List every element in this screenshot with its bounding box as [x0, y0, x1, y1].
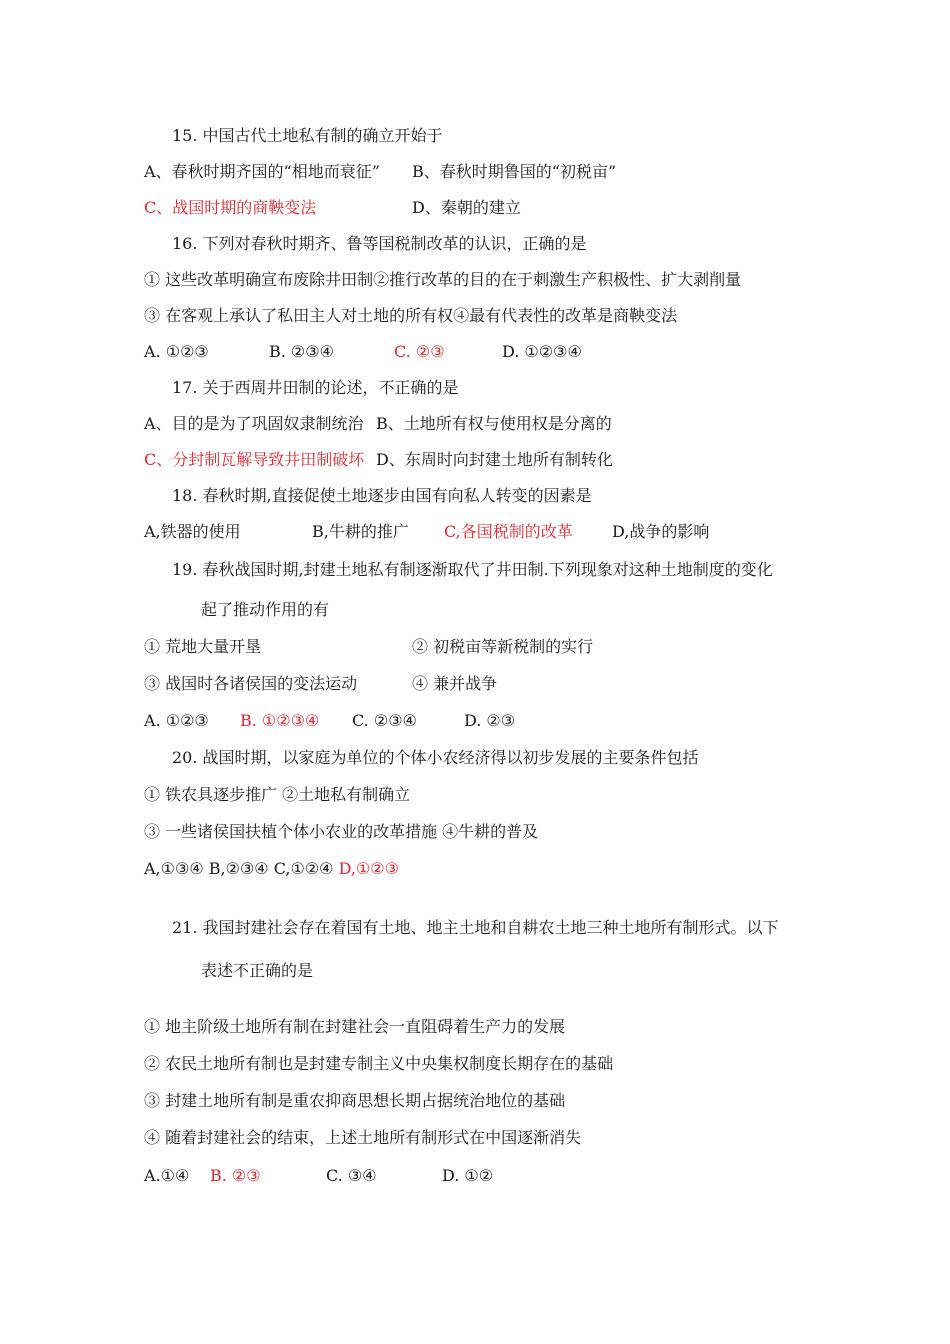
q21-stem-line-1: 21. 我国封建社会存在着国有土地、地主土地和自耕农土地三种土地所有制形式。以下 [172, 918, 779, 937]
q16-stem: 16. 下列对春秋时期齐、鲁等国税制改革的认识，正确的是 [172, 234, 587, 253]
q16-items-3-4: ③ 在客观上承认了私田主人对土地的所有权④最有代表性的改革是商鞅变法 [144, 306, 678, 325]
q19-option-c: C. ②③④ [352, 711, 417, 730]
q20-options [144, 859, 399, 879]
q21-option-d: D. ①② [442, 1166, 494, 1185]
q20-items-1-2: ① 铁农具逐步推广 ②土地私有制确立 [144, 785, 411, 804]
q18-option-b: B,牛耕的推广 [312, 522, 409, 541]
q19-option-b-answer: B. ①②③④ [240, 711, 320, 730]
q20-stem: 20. 战国时期，以家庭为单位的个体小农经济得以初步发展的主要条件包括 [172, 748, 699, 767]
q19-option-d: D. ②③ [464, 711, 516, 730]
q16-option-a: A. ①②③ [144, 342, 209, 361]
q21-item-3: ③ 封建土地所有制是重农抑商思想长期占据统治地位的基础 [144, 1091, 566, 1110]
q15-option-b: B、春秋时期鲁国的“初税亩” [412, 162, 617, 181]
q17-option-b: B、土地所有权与使用权是分离的 [376, 414, 612, 433]
q17-stem: 17. 关于西周井田制的论述，不正确的是 [172, 378, 459, 397]
q19-item-2: ② 初税亩等新税制的实行 [412, 637, 594, 656]
q21-option-c: C. ③④ [326, 1166, 377, 1185]
q17-option-a: A、目的是为了巩固奴隶制统治 [144, 414, 364, 433]
q21-stem-line-2: 表述不正确的是 [201, 961, 314, 980]
q19-stem-line-1: 19. 春秋战国时期,封建土地私有制逐渐取代了井田制.下列现象对这种土地制度的变化 [172, 560, 773, 579]
q19-stem-line-2: 起了推动作用的有 [201, 600, 330, 619]
q19-item-3: ③ 战国时各诸侯国的变法运动 [144, 674, 358, 693]
q20-items-3-4: ③ 一些诸侯国扶植个体小农业的改革措施 ④牛耕的普及 [144, 822, 539, 841]
q18-option-a: A,铁器的使用 [144, 522, 241, 541]
q16-option-b: B. ②③④ [269, 342, 334, 361]
q21-item-4: ④ 随着封建社会的结束，上述土地所有制形式在中国逐渐消失 [144, 1128, 582, 1147]
q15-option-c-answer: C、战国时期的商鞅变法 [144, 198, 317, 217]
q18-option-c-answer: C,各国税制的改革 [444, 522, 573, 541]
q16-items-1-2: ① 这些改革明确宣布废除井田制②推行改革的目的在于刺激生产积极性、扩大剥削量 [144, 270, 742, 289]
q19-item-4: ④ 兼并战争 [412, 674, 498, 693]
q16-option-c-answer: C. ②③ [394, 342, 445, 361]
q20-options-a-b-c: A,①③④ B,②③④ C,①②④ [144, 859, 334, 878]
q16-option-d: D. ①②③④ [502, 342, 582, 361]
q19-item-1: ① 荒地大量开垦 [144, 637, 262, 656]
q18-option-d: D,战争的影响 [612, 522, 710, 541]
q15-option-d: D、秦朝的建立 [412, 198, 521, 217]
q18-stem: 18. 春秋时期,直接促使土地逐步由国有向私人转变的因素是 [172, 486, 592, 505]
q19-option-a: A. ①②③ [144, 711, 209, 730]
q15-stem: 15. 中国古代土地私有制的确立开始于 [172, 126, 443, 145]
q15-option-a: A、春秋时期齐国的“相地而衰征” [144, 162, 380, 181]
q20-option-d-answer: D,①②③ [338, 859, 399, 878]
q17-option-c-answer: C、分封制瓦解导致井田制破坏 [144, 450, 365, 469]
q17-option-d: D、东周时向封建土地所有制转化 [376, 450, 613, 469]
q21-item-2: ② 农民土地所有制也是封建专制主义中央集权制度长期存在的基础 [144, 1054, 614, 1073]
q21-item-1: ① 地主阶级土地所有制在封建社会一直阻碍着生产力的发展 [144, 1017, 566, 1036]
q21-option-a: A.①④ [144, 1166, 190, 1185]
q21-option-b-answer: B. ②③ [210, 1166, 261, 1185]
